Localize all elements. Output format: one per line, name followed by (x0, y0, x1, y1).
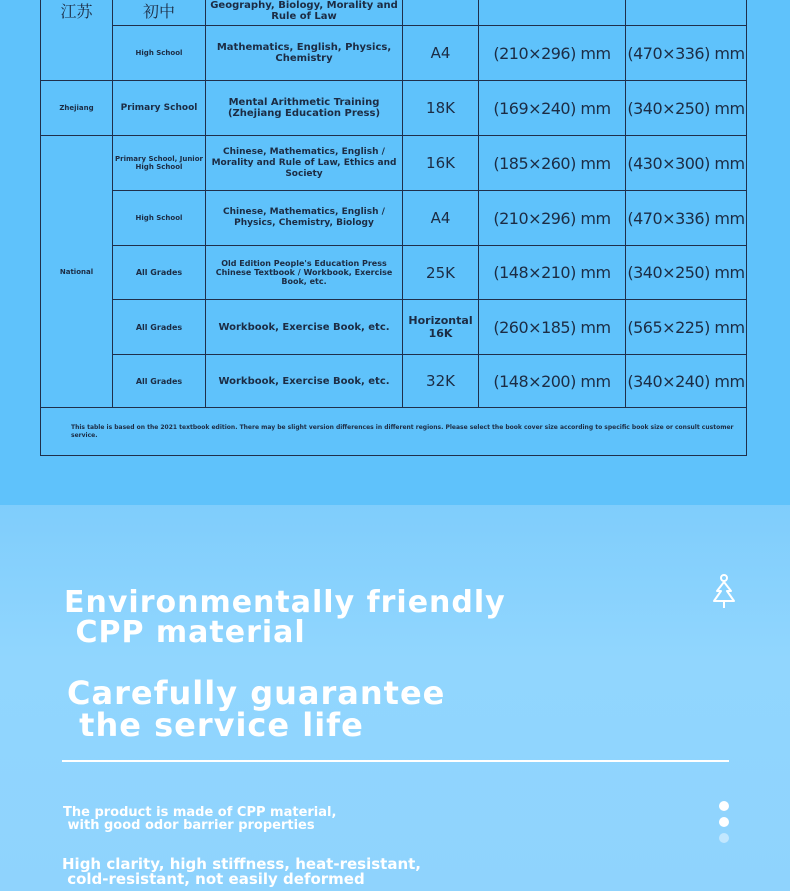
table-note: This table is based on the 2021 textbook edition. There may be slight version differences in different regions. Please select the book cover size according to specific book size or consult customer service. (41, 408, 747, 456)
grade-cell: All Grades (113, 300, 206, 355)
table-row (41, 0, 747, 26)
cover-size-cell: (470×336) mm (626, 26, 747, 81)
subjects-cell: Mental Arithmetic Training (Zhejiang Education Press) (206, 81, 403, 136)
table-row (41, 191, 747, 246)
feature-durability: High clarity, high stiffness, heat-resistant, cold-resistant, not easily deformed (62, 855, 421, 888)
format-cell: 18K (403, 81, 479, 136)
carousel-dot[interactable] (719, 817, 729, 827)
grade-cell: High School (135, 214, 183, 222)
grade-cell: High School (135, 49, 183, 57)
grade-cell: Primary School, Junior High School (115, 155, 203, 171)
grade-cell: All Grades (113, 246, 206, 300)
subjects-cell: Old Edition People's Education Press Chinese Textbook / Workbook, Exercise Book, etc. (206, 246, 403, 300)
size-cell: (260×185) mm (479, 300, 626, 355)
cover-size-cell: (565×225) mm (626, 300, 747, 355)
size-cell: (148×210) mm (479, 246, 626, 300)
size-table (40, 0, 747, 456)
format-cell: A4 (403, 26, 479, 81)
cover-size-cell: (340×250) mm (626, 246, 747, 300)
cover-size-cell: (470×336) mm (626, 191, 747, 246)
size-cell: (210×296) mm (479, 191, 626, 246)
size-cell (479, 0, 626, 26)
format-cell: 25K (403, 246, 479, 300)
size-cell: (185×260) mm (479, 136, 626, 191)
format-cell: 16K (403, 136, 479, 191)
size-cell: (210×296) mm (479, 26, 626, 81)
format-cell (403, 0, 479, 26)
format-cell: Horizontal 16K (403, 300, 479, 355)
divider (62, 760, 729, 762)
table-row (41, 355, 747, 408)
table-row (41, 300, 747, 355)
region-cell: National (41, 136, 113, 408)
region-cell: 江苏 (41, 0, 113, 81)
subjects-cell: Workbook, Exercise Book, etc. (206, 355, 403, 408)
carousel-dot[interactable] (719, 801, 729, 811)
subjects-cell: Chinese, Mathematics, English / Physics, Chemistry, Biology (206, 191, 403, 246)
heading-material: Environmentally friendly CPP material (64, 585, 506, 650)
cover-size-cell: (340×240) mm (626, 355, 747, 408)
tree-icon (709, 574, 739, 610)
grade-cell: Primary School (113, 81, 206, 136)
grade-cell: 初中 (113, 0, 206, 26)
size-cell: (169×240) mm (479, 81, 626, 136)
table-row (41, 408, 747, 456)
carousel-dot[interactable] (719, 833, 729, 843)
format-cell: 32K (403, 355, 479, 408)
subjects-cell: Mathematics, English, Physics, Chemistry (206, 26, 403, 81)
table-row (41, 81, 747, 136)
heading-service-life: Carefully guarantee the service life (67, 674, 446, 744)
grade-cell: All Grades (113, 355, 206, 408)
subjects-cell: Geography, Biology, Morality and Rule of Law (206, 0, 403, 26)
format-cell: A4 (403, 191, 479, 246)
subjects-cell: Chinese, Mathematics, English / Morality and Rule of Law, Ethics and Society (206, 136, 403, 191)
size-cell: (148×200) mm (479, 355, 626, 408)
table-row (41, 136, 747, 191)
feature-odor-barrier: The product is made of CPP material, with good odor barrier properties (63, 805, 337, 833)
region-cell: Zhejiang (41, 81, 113, 136)
table-row (41, 246, 747, 300)
cover-size-cell (626, 0, 747, 26)
cover-size-cell: (430×300) mm (626, 136, 747, 191)
cover-size-cell: (340×250) mm (626, 81, 747, 136)
table-row (41, 26, 747, 81)
subjects-cell: Workbook, Exercise Book, etc. (206, 300, 403, 355)
